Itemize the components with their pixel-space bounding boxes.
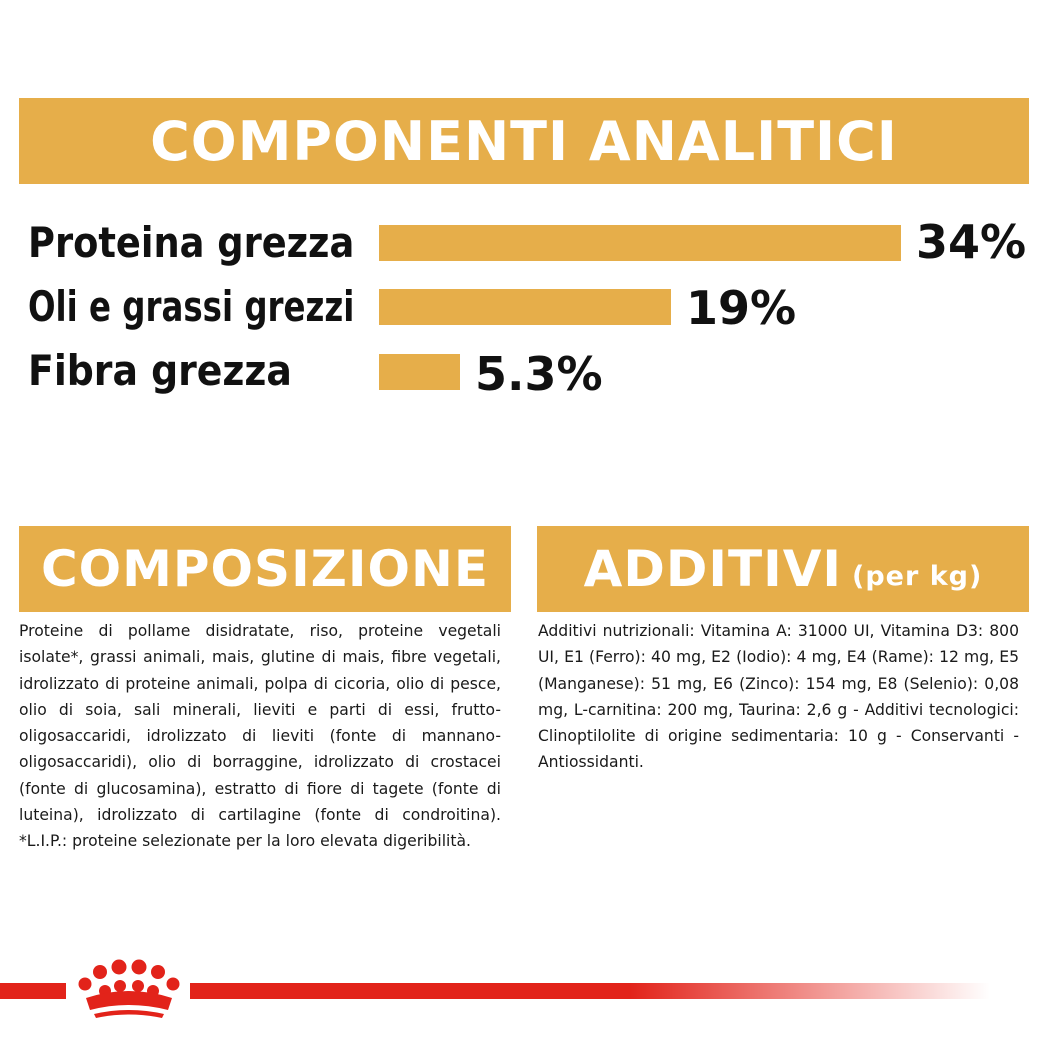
row-label-protein: Proteina grezza — [28, 218, 355, 267]
composition-header — [19, 526, 511, 612]
footer-red-line-left — [0, 983, 66, 999]
value-fat: 19% — [686, 281, 797, 335]
additives-text: Additivi nutrizionali: Vitamina A: 31000 UI, Vitamina D3: 800 UI, E1 (Ferro): 40 mg, E2 (Iodio): 4 mg, E4 (Rame): 12 mg, E5 (Manganese): 51 mg, E6 (Zinco): 154 mg, E8 (Selenio): 0,08 mg, L-carnitina: 200 mg, Taurina: 2,6 g - Additivi tecnologici: Clinoptilolite di origine sedimentaria: 10 g - Conservanti - Antiossidanti. — [538, 622, 1019, 772]
bar-fiber — [379, 354, 460, 390]
composition-title: COMPOSIZIONE — [40, 540, 490, 598]
analytic-components-title: COMPONENTI ANALITICI — [150, 109, 898, 173]
bar-fat — [379, 289, 671, 325]
analytic-components-header — [19, 98, 1029, 184]
footer-red-line-right — [190, 983, 990, 999]
value-fiber: 5.3% — [475, 347, 603, 401]
composition-text: Proteine di pollame disidratate, riso, proteine vegetali isolate*, grassi animali, mais, glutine di mais, fibre vegetali, idrolizzato di proteine animali, polpa di cicoria, olio di pesce, olio di soia, sali minerali, lieviti e parti di essi, frutto-oligosaccaridi, idrolizzato di lieviti (fonte di mannano-oligosaccaridi), olio di borraggine, idrolizzato di crostacei (fonte di glucosamina), estratto di fiore di tagete (fonte di luteina), idrolizzato di cartilagine (fonte di condroitina). *L.I.P.: proteine selezionate per la loro elevata digeribilità. — [19, 622, 501, 851]
value-protein: 34% — [916, 215, 1027, 269]
additives-title: ADDITIVI — [583, 540, 842, 598]
additives-header — [537, 526, 1029, 612]
royal-canin-crown-icon — [72, 958, 186, 1020]
row-label-fat: Oli e grassi grezzi — [28, 282, 355, 331]
additives-title-suffix: (per kg) — [852, 560, 983, 592]
bar-protein — [379, 225, 901, 261]
row-label-fiber: Fibra grezza — [28, 346, 292, 395]
